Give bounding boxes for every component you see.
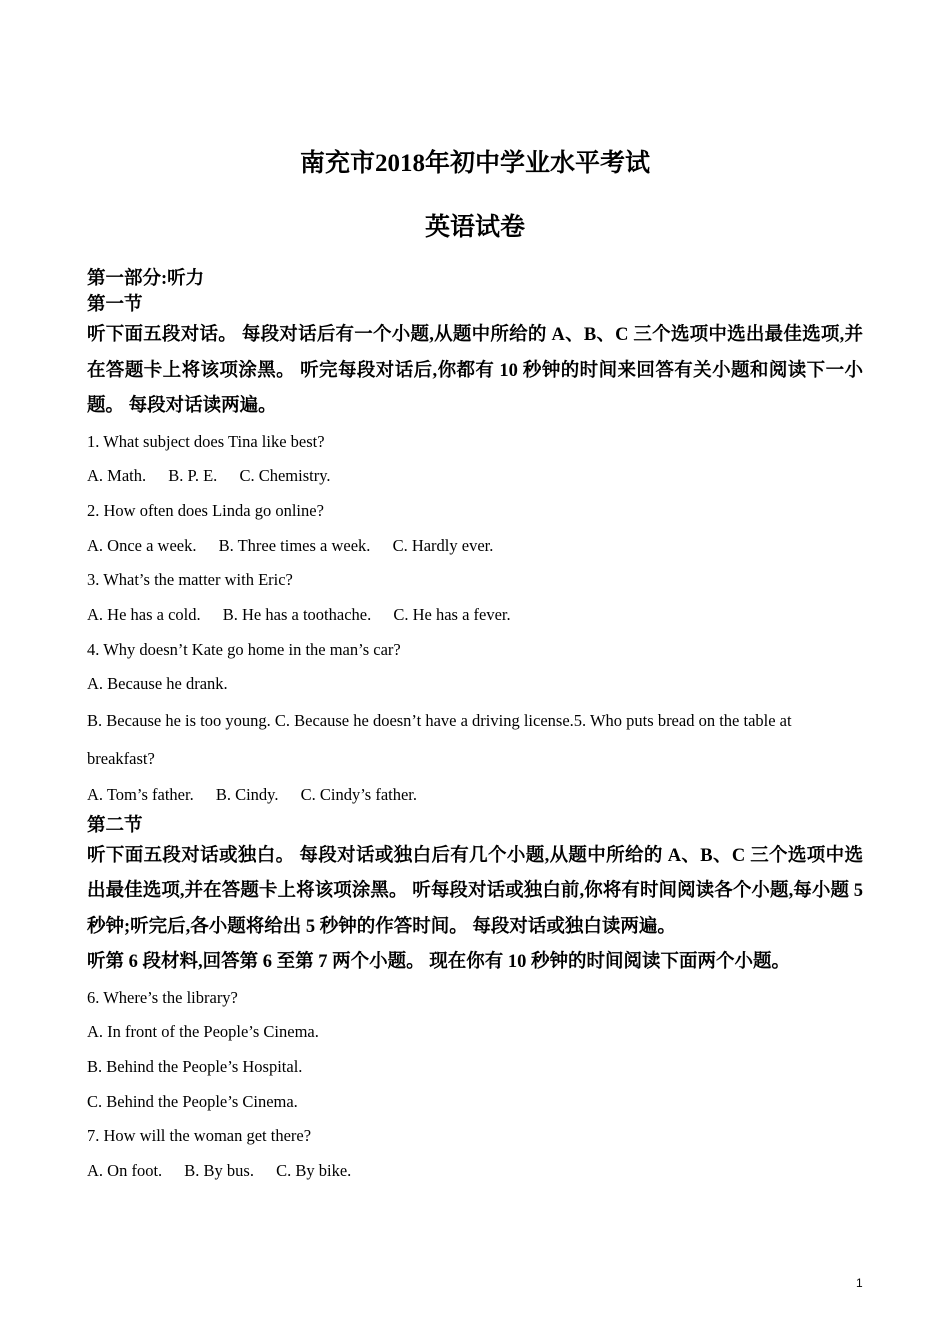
question-6-option-b: B. Behind the People’s Hospital. (87, 1057, 303, 1077)
question-4-options-bc-and-question-5: B. Because he is too young. C. Because he doesn’t have a driving license.5. Who puts bread on the table at breakfast? (87, 711, 792, 768)
question-5-options (87, 778, 863, 813)
question-3-options (87, 598, 863, 633)
exam-title: 南充市2018年初中学业水平考试 (299, 150, 650, 177)
question-1-options (87, 459, 863, 494)
option-b: B. He has a toothache. (222, 604, 372, 624)
section1-instructions: 听下面五段对话。 每段对话后有一个小题,从题中所给的 A、B、C 三个选项中选出最佳选项,并在答题卡上将该项涂黑。 听完每段对话后,你都有 10 秒钟的时间来回答有关小题和阅读下一小题。 每段对话读两遍。 (87, 325, 863, 416)
option-a: A. He has a cold. (87, 604, 201, 624)
option-a: A. Math. (87, 466, 147, 486)
question-7-options (87, 1154, 863, 1189)
part1-heading: 第一部分:听力 (87, 269, 205, 289)
material-note: 听第 6 段材料,回答第 6 至第 7 两个小题。 现在你有 10 秒钟的时间阅读下面两个小题。 (87, 952, 791, 973)
option-c: C. He has a fever. (393, 604, 511, 624)
exam-subtitle: 英语试卷 (424, 214, 525, 241)
option-c: C. By bike. (276, 1161, 352, 1181)
page-number: 1 (856, 1276, 863, 1290)
option-b: B. P. E. (168, 466, 218, 486)
question-6-option-c: C. Behind the People’s Cinema. (87, 1091, 298, 1111)
question-4: 4. Why doesn’t Kate go home in the man’s car? (87, 639, 401, 659)
question-3: 3. What’s the matter with Eric? (87, 570, 293, 590)
option-b: B. By bus. (184, 1161, 254, 1181)
question-6: 6. Where’s the library? (87, 987, 238, 1007)
option-b: B. Cindy. (215, 785, 279, 804)
option-c: C. Hardly ever. (392, 535, 494, 555)
option-c: C. Cindy’s father. (300, 785, 418, 804)
section1-heading: 第一节 (87, 295, 143, 315)
section2-instructions: 听下面五段对话或独白。 每段对话或独白后有几个小题,从题中所给的 A、B、C 三个选项中选出最佳选项,并在答题卡上将该项涂黑。 听每段对话或独白前,你将有时间阅读各个小题,每小题 5 秒钟;听完后,各小题将给出 5 秒钟的作答时间。 每段对话或独白读两遍。 (87, 845, 863, 937)
question-6-option-a: A. In front of the People’s Cinema. (87, 1022, 319, 1042)
option-c: C. Chemistry. (239, 466, 331, 486)
section2-heading: 第二节 (87, 815, 143, 836)
option-a: A. Tom’s father. (87, 785, 194, 804)
option-a: A. On foot. (87, 1161, 163, 1181)
question-7: 7. How will the woman get there? (87, 1126, 312, 1146)
option-a: A. Once a week. (87, 535, 197, 555)
question-2-options (87, 529, 863, 564)
question-1: 1. What subject does Tina like best? (87, 431, 325, 451)
question-4-option-a: A. Because he drank. (87, 674, 228, 694)
question-2: 2. How often does Linda go online? (87, 500, 324, 520)
exam-body (87, 266, 863, 1189)
option-b: B. Three times a week. (218, 535, 371, 555)
